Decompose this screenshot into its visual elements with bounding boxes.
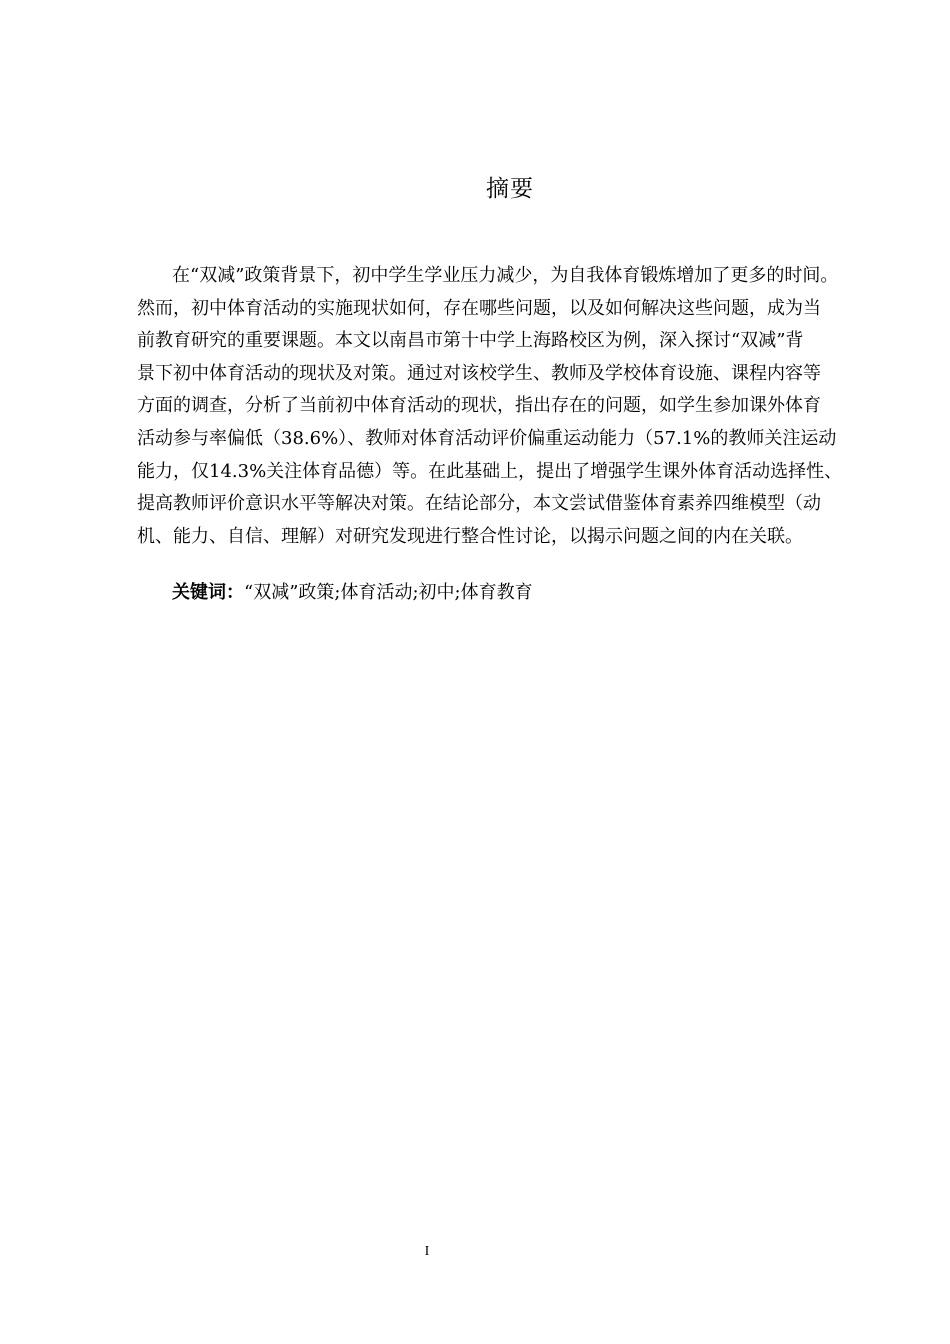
keywords-value: “双减”政策;体育活动;初中;体育教育 [244,582,533,603]
abstract-line: 机、能力、自信、理解）对研究发现进行整合性讨论，以揭示问题之间的内在关联。 [137,525,803,547]
abstract-body [137,260,897,553]
abstract-line: 活动参与率偏低（38.6%）、教师对体育活动评价偏重运动能力（57.1%的教师关注运动 [137,427,837,449]
page-title: 摘要 [486,176,534,202]
abstract-line: 景下初中体育活动的现状及对策。通过对该校学生、教师及学校体育设施、课程内容等 [137,362,821,384]
abstract-line: 在“双减”政策背景下，初中学生学业压力减少，为自我体育锻炼增加了更多的时间。 [172,265,839,286]
abstract-line: 提高教师评价意识水平等解决对策。在结论部分，本文尝试借鉴体育素养四维模型（动 [137,493,821,515]
abstract-line: 然而，初中体育活动的实施现状如何，存在哪些问题，以及如何解决这些问题，成为当 [137,297,821,319]
abstract-line: 方面的调查，分析了当前初中体育活动的现状，指出存在的问题，如学生参加课外体育 [137,395,821,417]
abstract-line: 能力，仅14.3%关注体育品德）等。在此基础上，提出了增强学生课外体育活动选择性、 [137,460,843,482]
keywords-line [172,580,533,606]
keywords-label: 关键词： [172,582,244,603]
page-number: I [424,1244,430,1259]
abstract-line: 前教育研究的重要课题。本文以南昌市第十中学上海路校区为例，深入探讨“双减”背 [137,330,804,352]
